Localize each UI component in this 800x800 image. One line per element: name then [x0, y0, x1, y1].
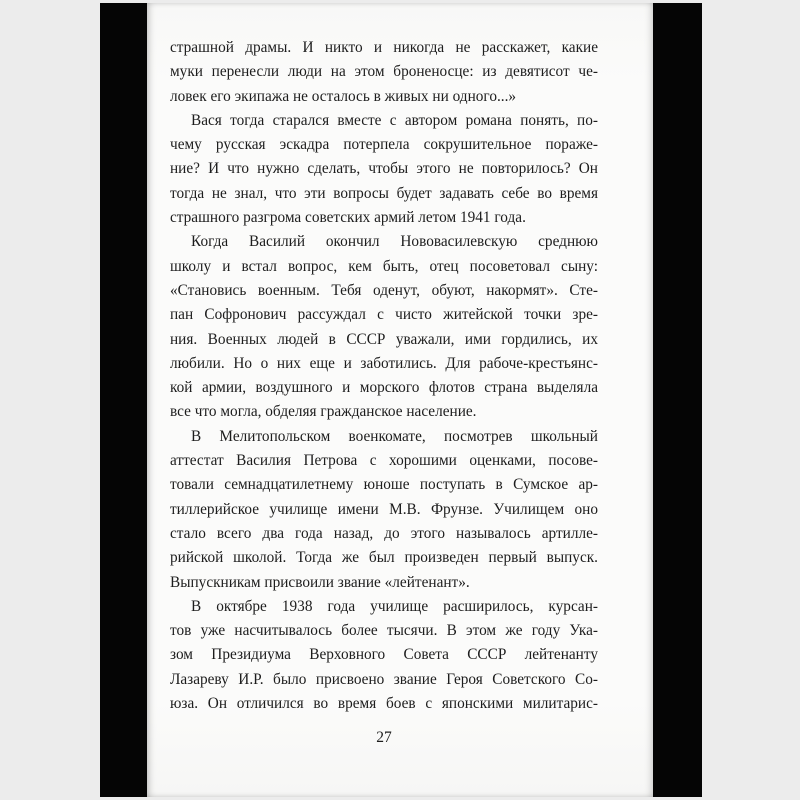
- text-line: кой армии, воздушного и морского флотов страна выделяла: [170, 379, 598, 397]
- text-line: Выпускникам присвоили звание «лейтенант».: [170, 573, 470, 591]
- text-line: Вася тогда старался вместе с автором романа понять, по-: [191, 111, 598, 129]
- text-line: школу и встал вопрос, кем быть, отец посоветовал сыну:: [170, 257, 598, 275]
- book-page: [147, 3, 653, 797]
- text-line: Когда Василий окончил Нововасилевскую среднюю: [191, 233, 598, 251]
- text-line: страшной драмы. И никто и никогда не расскажет, какие: [170, 39, 598, 56]
- text-line: Лазареву И.Р. было присвоено звание Героя Советского Со-: [170, 670, 598, 688]
- text-line: «Становись военным. Тебя оденут, обуют, накормят». Сте-: [170, 281, 598, 299]
- text-line: стало всего два года назад, до этого называлось артилле-: [170, 524, 598, 542]
- text-line: ния. Военных людей в СССР уважали, ими гордились, их: [170, 330, 598, 348]
- text-line: чему русская эскадра потерпела сокрушительное пораже-: [170, 136, 598, 154]
- text-line: юза. Он отличился во время боев с японскими милитарис-: [170, 695, 598, 713]
- page-text: [170, 36, 598, 716]
- text-line: любили. Но о них еще и заботились. Для рабоче-крестьянс-: [170, 354, 598, 372]
- text-line: В Мелитопольском военкомате, посмотрев школьный: [191, 427, 598, 445]
- text-line: ловек его экипажа не осталось в живых ни одного...»: [170, 87, 517, 105]
- text-line: тиллерийское училище имени М.В. Фрунзе. Училищем оно: [170, 500, 598, 518]
- page-number: 27: [376, 729, 392, 746]
- text-line: тов уже насчитывалось более тысячи. В этом же году Ука-: [170, 622, 598, 640]
- text-line: товали семнадцатилетнему юноше поступать в Сумское ар-: [170, 476, 598, 494]
- book-photo: [100, 3, 702, 797]
- text-line: тогда не знал, что эти вопросы будет задавать себе во время: [170, 184, 598, 202]
- text-line: ние? И что нужно сделать, чтобы этого не повторилось? Он: [170, 160, 598, 178]
- text-line: все что могла, обделяя гражданское население.: [170, 403, 477, 421]
- text-line: аттестат Василия Петрова с хорошими оценками, посове-: [170, 452, 598, 470]
- text-line: В октябре 1938 года училище расширилось, курсан-: [191, 597, 598, 615]
- text-line: зом Президиума Верховного Совета СССР лейтенанту: [170, 646, 598, 664]
- text-line: рийской школой. Тогда же был произведен первый выпуск.: [170, 549, 598, 567]
- text-line: муки перенесли люди на этом броненосце: из девятисот че-: [170, 63, 598, 81]
- text-line: страшного разгрома советских армий летом 1941 года.: [170, 209, 526, 227]
- text-line: пан Софронович рассуждал с чисто житейской точки зре-: [170, 306, 598, 324]
